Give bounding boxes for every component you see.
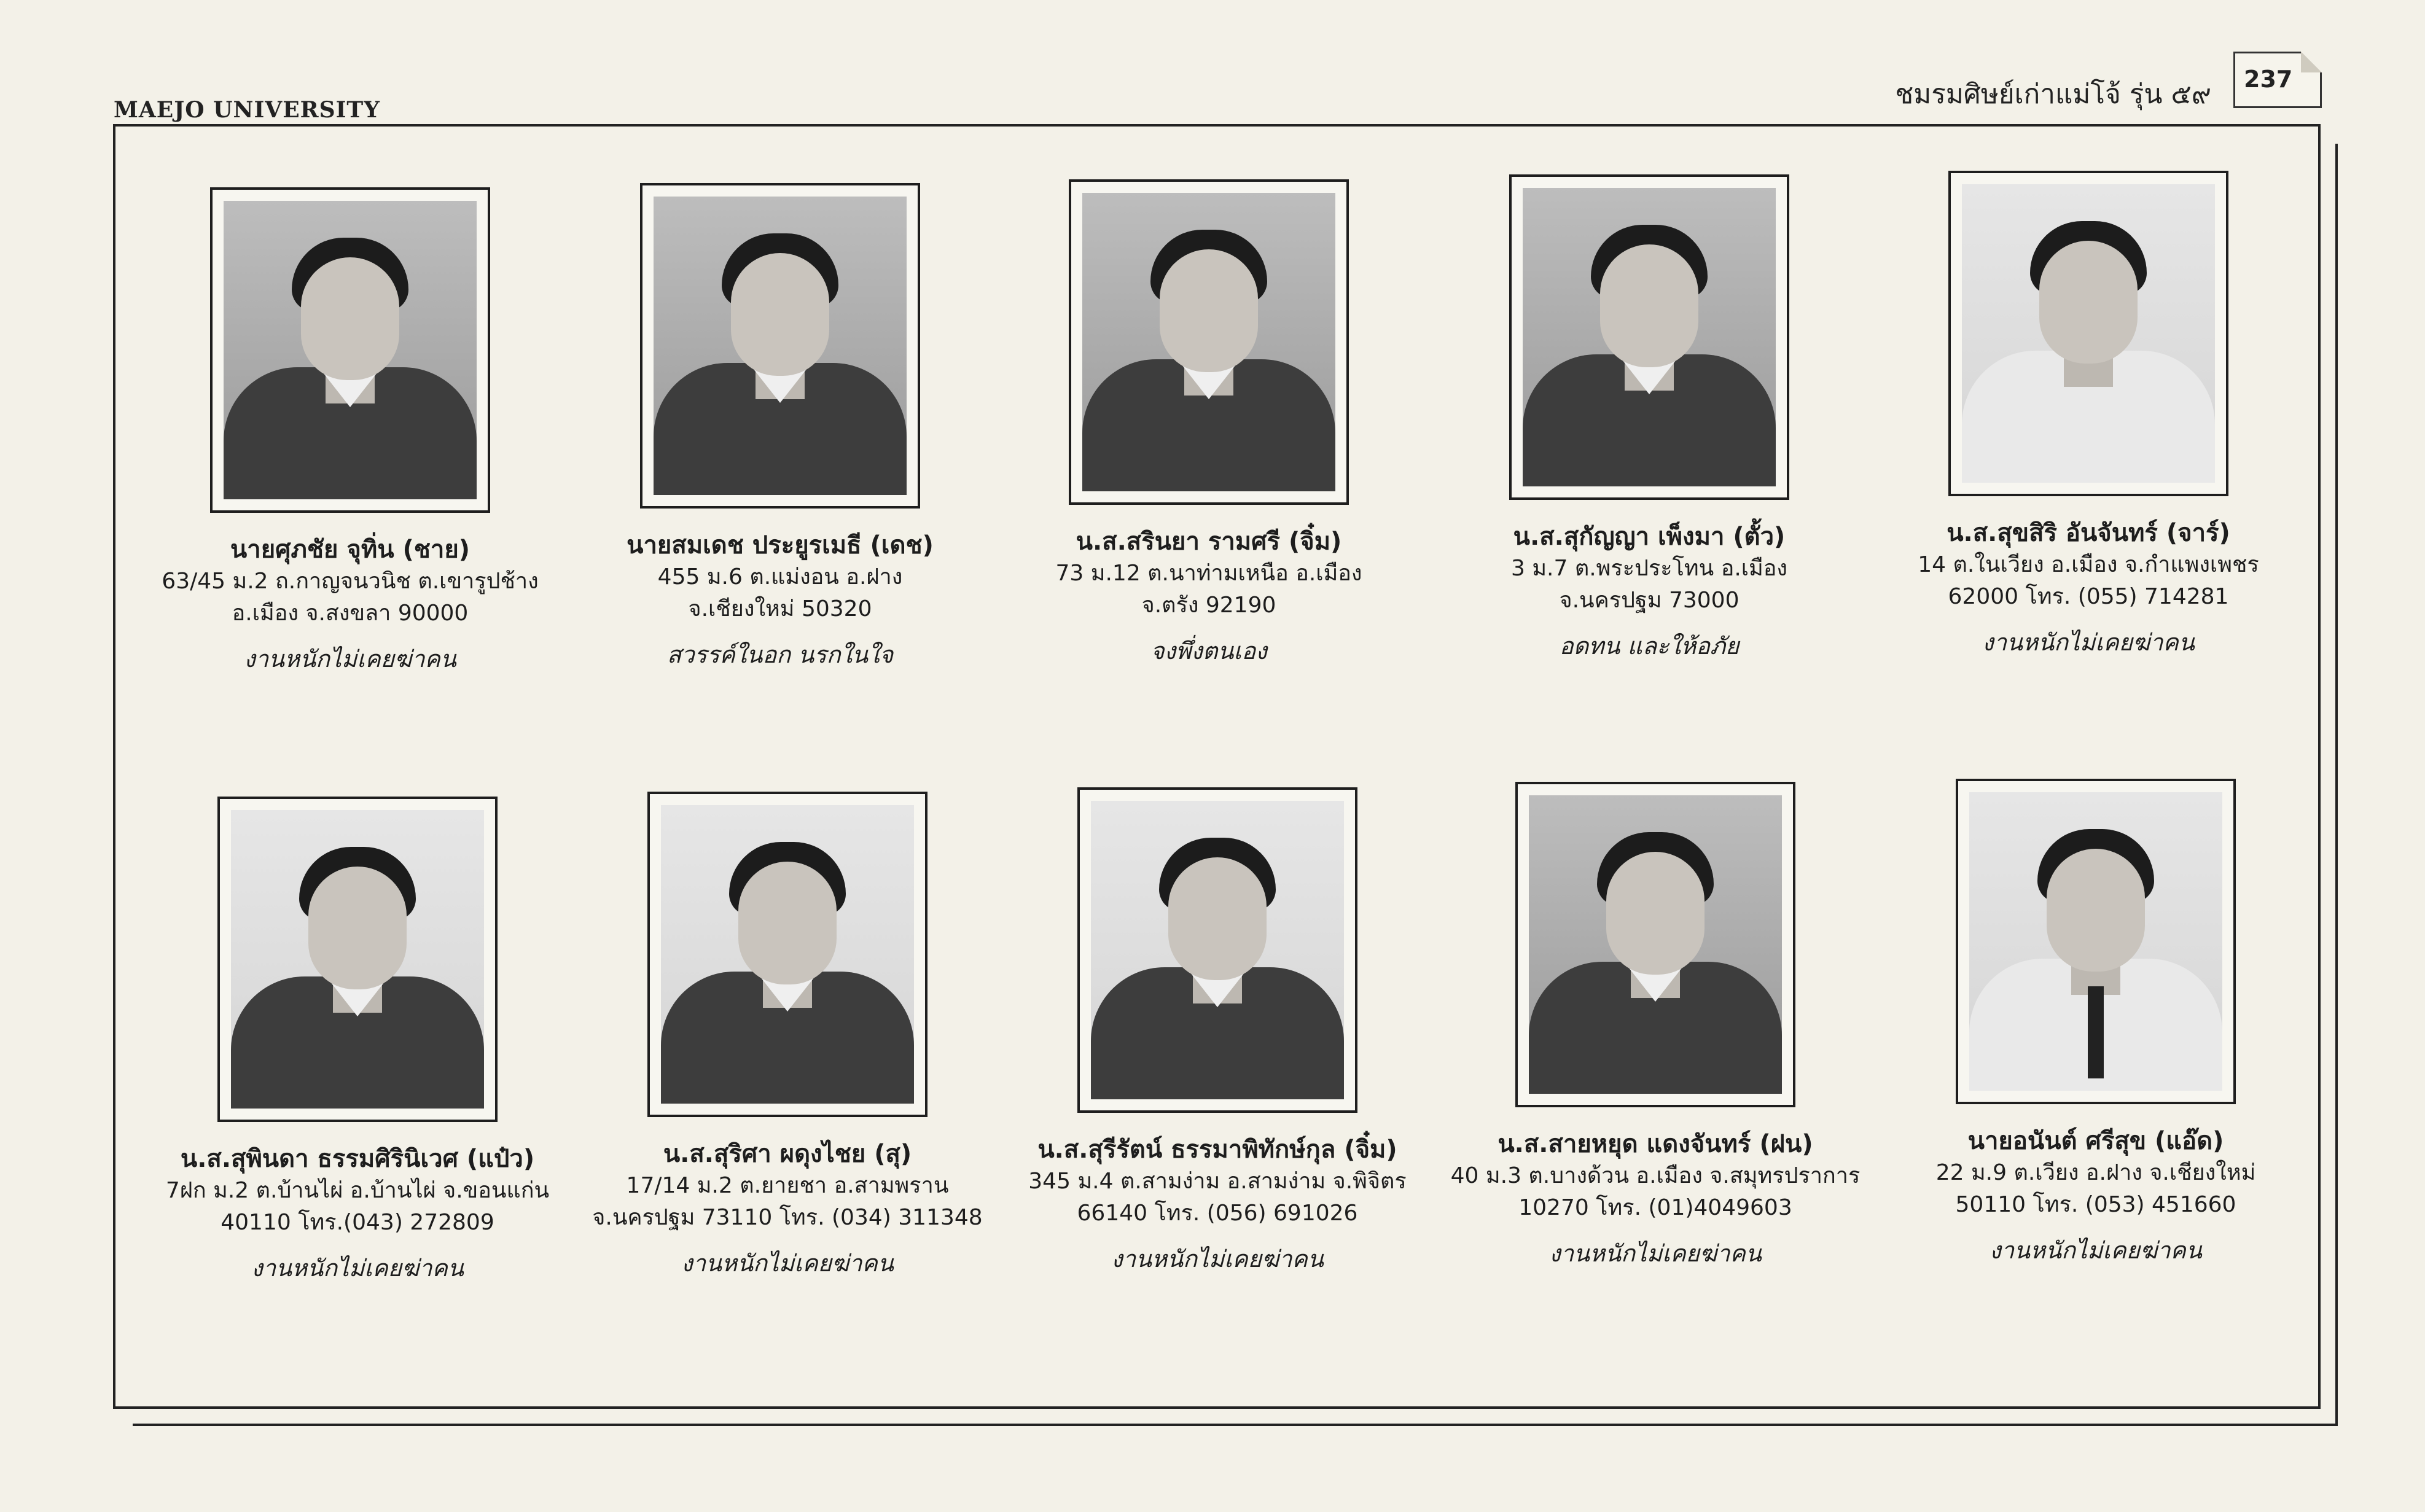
page-number-box [2233,52,2322,108]
student-address-line2: 62000 โทร. (055) 714281 [1948,584,2229,609]
student-address-line2: จ.นครปฐม 73110 โทร. (034) 311348 [592,1205,983,1230]
portrait [661,805,914,1104]
portrait [1529,795,1782,1094]
student-card [994,179,1424,666]
student-motto: งานหนักไม่เคยฆ่าคน [1982,629,2195,656]
portrait [1962,184,2215,483]
page-number: 237 [2244,66,2293,93]
student-address-line2: จ.เชียงใหม่ 50320 [688,596,872,622]
student-photo [1069,179,1349,505]
student-motto: งานหนักไม่เคยฆ่าคน [1990,1237,2202,1264]
student-motto: จงพึ่งตนเอง [1150,637,1267,664]
student-address-line2: จ.ตรัง 92190 [1141,593,1276,618]
student-photo [217,797,498,1122]
student-address-line1: 73 ม.12 ต.นาท่ามเหนือ อ.เมือง [1055,561,1362,586]
student-card [1434,174,1864,661]
student-address-line1: 3 ม.7 ต.พระประโทน อ.เมือง [1510,556,1788,581]
student-address-line1: 455 ม.6 ต.แม่งอน อ.ฝาง [657,564,903,590]
page-corner-fold [2301,52,2322,72]
student-photo [1515,782,1795,1107]
student-name: นายสมเดช ประยูรเมธี (เดช) [627,531,934,559]
student-card [1002,787,1432,1274]
student-name: น.ส.สายหยุด แดงจันทร์ (ฝน) [1498,1130,1813,1158]
student-name: นายอนันต์ ศรีสุข (แอ๊ด) [1967,1127,2224,1155]
student-address-line1: 22 ม.9 ต.เวียง อ.ฝาง จ.เชียงใหม่ [1935,1160,2256,1185]
student-photo [210,187,490,513]
portrait [224,201,477,499]
student-motto: งานหนักไม่เคยฆ่าคน [681,1250,894,1277]
portrait [1969,792,2222,1091]
student-motto: สวรรค์ในอก นรกในใจ [667,641,893,668]
student-motto: งานหนักไม่เคยฆ่าคน [244,645,456,672]
student-address-line1: 17/14 ม.2 ต.ยายชา อ.สามพราน [626,1173,949,1198]
student-photo [640,183,920,509]
student-name: น.ส.สรินยา รามศรี (จิ๋ม) [1076,528,1342,556]
university-name: MAEJO UNIVERSITY [114,97,380,123]
student-name: น.ส.สุกัญญา เพ็งมา (ตั้ว) [1513,523,1786,551]
portrait [1082,193,1335,491]
student-name: น.ส.สุขสิริ อันจันทร์ (จาร์) [1947,519,2230,547]
student-photo [1948,171,2228,496]
student-name: น.ส.สุพินดา ธรรมศิรินิเวศ (แป๋ว) [180,1145,535,1173]
student-address-line1: 345 ม.4 ต.สามง่าม อ.สามง่าม จ.พิจิตร [1028,1169,1407,1194]
student-address-line1: 7ฝก ม.2 ต.บ้านไผ่ อ.บ้านไผ่ จ.ขอนแก่น [165,1178,550,1203]
student-address-line2: 50110 โทร. (053) 451660 [1955,1192,2236,1217]
student-address-line2: อ.เมือง จ.สงขลา 90000 [232,601,469,626]
student-motto: อดทน และให้อภัย [1559,633,1740,660]
student-card [565,183,995,669]
portrait [1091,801,1344,1099]
student-card [143,797,572,1283]
student-name: น.ส.สุริศา ผดุงไชย (สุ) [663,1140,912,1168]
student-photo [1956,779,2236,1104]
student-address-line2: 40110 โทร.(043) 272809 [221,1210,494,1235]
student-address-line2: 66140 โทร. (056) 691026 [1077,1201,1358,1226]
student-address-line1: 40 ม.3 ต.บางด้วน อ.เมือง จ.สมุทรปราการ [1450,1163,1861,1188]
student-card [1881,779,2311,1265]
student-address-line1: 14 ต.ในเวียง อ.เมือง จ.กำแพงเพชร [1918,552,2259,577]
student-address-line2: 10270 โทร. (01)4049603 [1518,1195,1792,1220]
student-motto: งานหนักไม่เคยฆ่าคน [1111,1245,1324,1272]
student-motto: งานหนักไม่เคยฆ่าคน [251,1255,464,1282]
student-photo [1077,787,1357,1113]
portrait [231,810,484,1109]
club-title: ชมรมศิษย์เก่าแม่โจ้ รุ่น ๕๙ [1895,79,2211,110]
student-card [1873,171,2303,657]
student-card [1440,782,1870,1268]
student-address-line1: 63/45 ม.2 ถ.กาญจนวนิช ต.เขารูปช้าง [162,569,539,594]
student-photo [1509,174,1789,500]
student-motto: งานหนักไม่เคยฆ่าคน [1549,1240,1762,1267]
student-card [135,187,565,674]
student-name: น.ส.สุรีรัตน์ ธรรมาพิทักษ์กุล (จิ๋ม) [1037,1136,1397,1164]
student-address-line2: จ.นครปฐม 73000 [1559,588,1740,613]
portrait [1523,188,1776,486]
student-card [572,792,1002,1278]
student-name: นายศุภชัย จุทิ่น (ชาย) [230,536,471,564]
student-photo [647,792,927,1117]
portrait [654,197,907,495]
